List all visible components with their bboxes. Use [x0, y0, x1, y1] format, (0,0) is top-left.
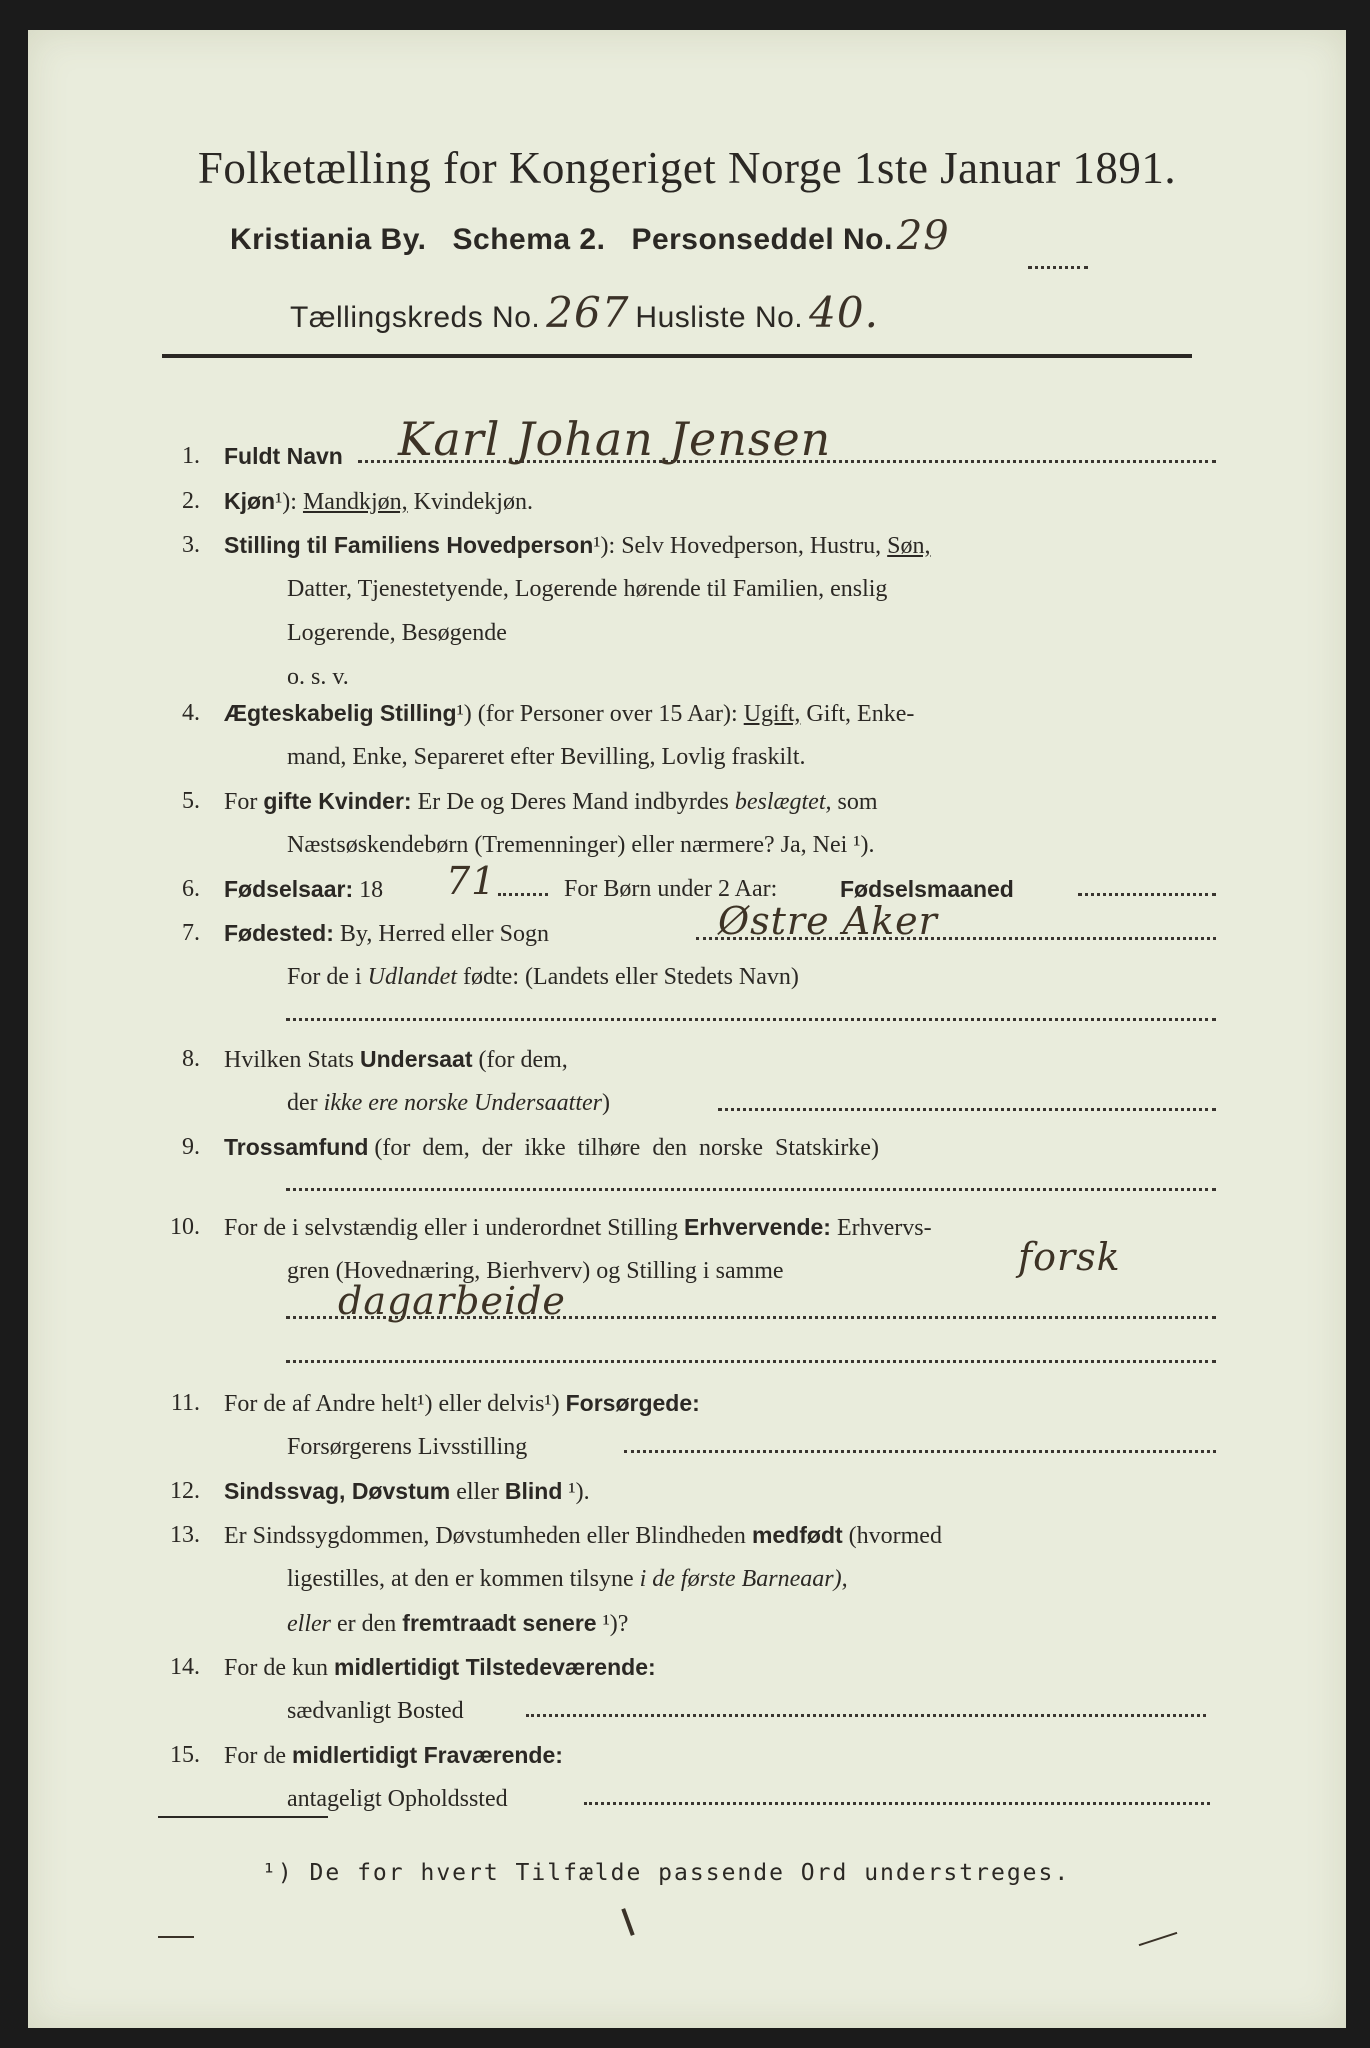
field-options: Gift, Enke-	[806, 701, 915, 727]
ink-mark	[621, 1908, 634, 1936]
field-qualifier: ligestilles, at den er kommen tilsyne	[287, 1566, 634, 1592]
field-number: 1.	[182, 443, 200, 469]
field-footnote-ref: ¹)?	[602, 1611, 629, 1637]
year-prefix: 18	[359, 877, 384, 903]
kreds-line	[290, 288, 879, 337]
field-family-position-line2	[28, 568, 1346, 610]
field-qualifier: (hvormed	[848, 1523, 942, 1549]
field-congenital	[28, 1514, 1346, 1556]
field-label: Kjøn	[224, 488, 276, 514]
field-qualifier: er den	[336, 1611, 397, 1637]
field-dependents-line2	[28, 1426, 1346, 1468]
field-temporary-present	[28, 1646, 1346, 1688]
field-qualifier: (for dem,	[478, 1047, 568, 1073]
field-options: ¹): Selv Hovedperson, Hustru,	[593, 533, 882, 559]
field-dependents	[28, 1382, 1346, 1424]
field-qualifier: gren (Hovednæring, Bierhverv) og Stilling i samme	[287, 1258, 784, 1284]
option-female: Kvindekjøn.	[413, 489, 533, 515]
field-birthplace-line2	[28, 956, 1346, 998]
field-emphasis: eller	[287, 1611, 331, 1637]
field-congenital-line2	[28, 1558, 1346, 1600]
field-label: Ægteskabelig Stilling	[224, 700, 457, 726]
field-label: Erhvervende:	[683, 1214, 831, 1240]
field-birthplace	[28, 912, 1346, 954]
field-family-position	[28, 524, 1346, 566]
field-temporary-absent-line2	[28, 1778, 1346, 1820]
field-label: Stilling til Familiens Hovedperson	[224, 532, 594, 558]
field-label: Fuldt Navn	[224, 443, 343, 469]
field-label: Forsørgede:	[565, 1390, 700, 1416]
field-number: 8.	[182, 1046, 200, 1072]
dotted-line	[498, 893, 548, 896]
option-unmarried-underlined: Ugift,	[743, 701, 801, 727]
field-footnote-ref: ¹).	[568, 1479, 590, 1505]
field-prefix: For de i selvstændig eller i underordnet Stilling	[224, 1215, 678, 1241]
kreds-number: 267	[546, 288, 630, 337]
field-label: Fødselsmaaned	[840, 876, 1014, 902]
field-qualifier: ¹) (for Personer over 15 Aar):	[456, 701, 738, 727]
field-number: 4.	[182, 700, 200, 726]
field-occupation	[28, 1206, 1346, 1248]
husliste-number: 40.	[809, 288, 879, 337]
field-question: som	[837, 789, 878, 815]
field-marital-status-line2	[28, 736, 1346, 778]
field-temporary-present-line2	[28, 1690, 1346, 1732]
city-label: Kristiania By.	[230, 223, 427, 256]
personseddel-number: 29	[896, 213, 950, 259]
field-marital-status	[28, 692, 1346, 734]
field-number: 14.	[170, 1654, 200, 1680]
field-prefix: For de af Andre helt¹) eller delvis¹)	[224, 1391, 560, 1417]
field-qualifier: der	[287, 1090, 318, 1116]
field-label: Undersaat	[360, 1046, 473, 1072]
field-options: o. s. v.	[287, 664, 349, 690]
field-number: 9.	[182, 1134, 200, 1160]
personseddel-label: Personseddel No.	[631, 223, 893, 256]
handwritten-birth-year: 71	[446, 859, 497, 903]
field-prefix: For de	[224, 1743, 286, 1769]
field-prefix: For	[224, 789, 258, 815]
option-son-underlined: Søn,	[887, 533, 931, 559]
dotted-line	[286, 1188, 1216, 1191]
field-qualifier: (for dem, der ikke tilhøre den norske Statskirke)	[374, 1135, 879, 1161]
field-qualifier: For Børn under 2 Aar:	[564, 876, 778, 902]
field-number: 2.	[182, 488, 200, 514]
dotted-line	[584, 1802, 1210, 1805]
field-sex	[28, 480, 1346, 522]
dotted-line	[526, 1714, 1206, 1717]
field-question: Næstsøskendebørn (Tremenninger) eller nærmere? Ja, Nei ¹).	[287, 832, 875, 858]
field-qualifier: eller	[456, 1479, 499, 1505]
field-options: Logerende, Besøgende	[287, 620, 507, 646]
dotted-line	[286, 1018, 1216, 1021]
ink-mark	[1139, 1932, 1178, 1946]
field-qualifier: antageligt Opholdssted	[287, 1786, 508, 1812]
field-emphasis: i de første Barneaar),	[639, 1566, 848, 1592]
field-religion	[28, 1126, 1346, 1168]
field-options: mand, Enke, Separeret efter Bevilling, Lovlig fraskilt.	[287, 744, 806, 770]
field-family-position-line3	[28, 612, 1346, 654]
field-label: Trossamfund	[224, 1134, 369, 1160]
field-number: 10.	[170, 1214, 200, 1240]
field-disability	[28, 1470, 1346, 1512]
kreds-label: Tællingskreds No.	[290, 301, 541, 334]
field-label: midlertidigt Fraværende:	[292, 1742, 563, 1768]
field-qualifier: For de i	[287, 964, 362, 990]
field-label: Blind	[504, 1478, 563, 1504]
form-title: Folketælling for Kongeriget Norge 1ste Januar 1891.	[197, 143, 1177, 193]
field-number: 6.	[182, 876, 200, 902]
handwritten-birthplace: Østre Aker	[718, 899, 938, 943]
field-married-women-line2	[28, 824, 1346, 866]
field-prefix: Er Sindssygdommen, Døvstumheden eller Blindheden	[224, 1523, 746, 1549]
dotted-line	[718, 1108, 1216, 1111]
handwritten-occupation-2: dagarbeide	[338, 1279, 566, 1323]
handwritten-occupation-1: forsk	[1018, 1235, 1121, 1279]
dotted-line	[286, 1360, 1216, 1363]
field-qualifier: fødte: (Landets eller Stedets Navn)	[463, 964, 799, 990]
dotted-line	[624, 1450, 1216, 1453]
field-qualifier: By, Herred eller Sogn	[339, 921, 549, 947]
footnote-rule	[158, 1816, 328, 1818]
field-options: Datter, Tjenestetyende, Logerende hørende til Familien, enslig	[287, 576, 888, 602]
dotted-line	[1078, 893, 1216, 896]
husliste-label: Husliste No.	[635, 301, 804, 334]
field-footnote-ref: ¹):	[275, 489, 297, 515]
field-prefix: Hvilken Stats	[224, 1047, 354, 1073]
field-question: Er De og Deres Mand indbyrdes	[417, 789, 729, 815]
field-number: 7.	[182, 920, 200, 946]
census-form-page	[28, 30, 1346, 2028]
field-number: 12.	[170, 1478, 200, 1504]
field-qualifier: sædvanligt Bosted	[287, 1698, 464, 1724]
handwritten-full-name: Karl Johan Jensen	[398, 412, 832, 466]
field-number: 13.	[170, 1522, 200, 1548]
field-citizenship	[28, 1038, 1346, 1080]
field-temporary-absent	[28, 1734, 1346, 1776]
field-number: 11.	[170, 1390, 200, 1416]
field-label: Fødested:	[224, 920, 334, 946]
field-married-women	[28, 780, 1346, 822]
field-occupation-line2	[28, 1250, 1346, 1292]
field-birth-year	[28, 868, 1346, 910]
field-qualifier: Forsørgerens Livsstilling	[287, 1434, 528, 1460]
field-number: 5.	[182, 788, 200, 814]
field-congenital-line3	[28, 1602, 1346, 1644]
field-number: 15.	[170, 1742, 200, 1768]
option-male-underlined: Mandkjøn,	[302, 489, 408, 515]
personseddel-dots	[1028, 266, 1088, 269]
field-label: medfødt	[751, 1522, 843, 1548]
schema-label: Schema 2.	[452, 223, 606, 256]
field-emphasis: beslægtet,	[734, 789, 832, 815]
footnote: ¹) De for hvert Tilfælde passende Ord understreges.	[262, 1860, 1071, 1886]
field-label: midlertidigt Tilstedeværende:	[334, 1654, 656, 1680]
field-label: fremtraadt senere	[402, 1610, 597, 1636]
field-qualifier: Erhvervs-	[836, 1215, 932, 1241]
header-rule	[162, 354, 1192, 358]
field-prefix: For de kun	[224, 1655, 328, 1681]
field-label: Fødselsaar:	[224, 876, 354, 902]
field-label: gifte Kvinder:	[263, 788, 412, 814]
field-number: 3.	[182, 532, 200, 558]
ink-mark	[158, 1936, 194, 1938]
field-label: Sindssvag, Døvstum	[224, 1478, 451, 1504]
field-citizenship-line2: der ikke ere norske Undersaatter)	[287, 1090, 611, 1116]
field-emphasis: Udlandet	[367, 964, 457, 990]
field-emphasis: ikke ere norske Undersaatter	[323, 1090, 603, 1116]
form-subtitle	[230, 213, 950, 259]
